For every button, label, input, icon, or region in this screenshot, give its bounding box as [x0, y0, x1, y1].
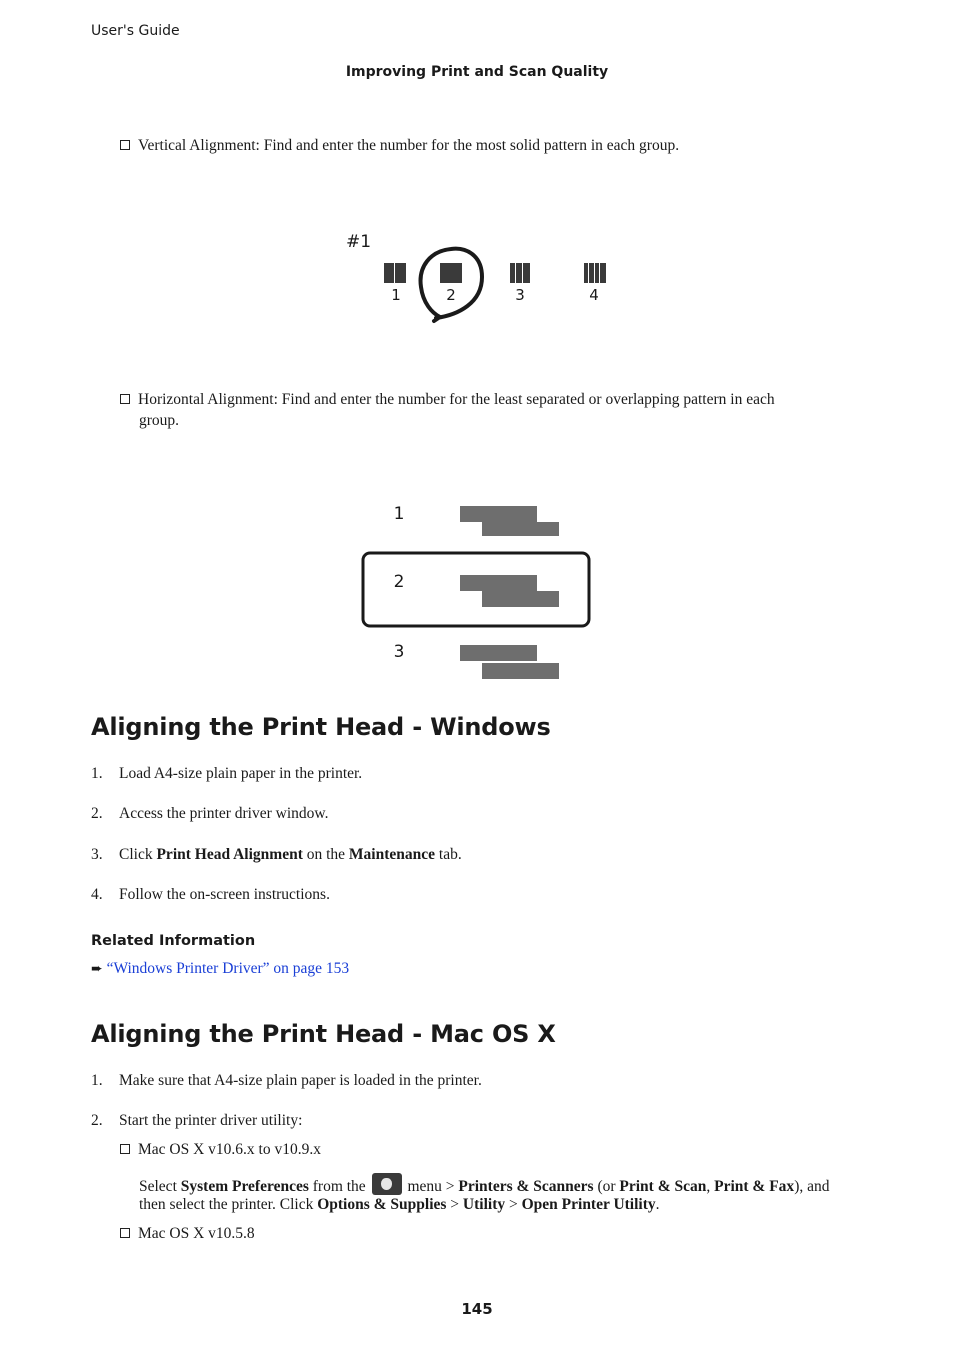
- pattern-label-2: 2: [446, 286, 456, 304]
- instr-text: >: [446, 1196, 463, 1213]
- horizontal-alignment-text-1: Horizontal Alignment: Find and enter the number for the least separated or overlapping pattern in each: [138, 391, 775, 408]
- horizontal-alignment-figure: [355, 495, 600, 685]
- mac-version-text: Mac OS X v10.6.x to v10.9.x: [138, 1141, 321, 1158]
- instr-text: (or: [593, 1178, 620, 1195]
- step-text: Follow the on-screen instructions.: [119, 886, 330, 903]
- pattern-3: [510, 263, 530, 283]
- step-text: Start the printer driver utility:: [119, 1112, 303, 1129]
- section-header: Improving Print and Scan Quality: [345, 64, 609, 80]
- step-number: 3.: [91, 846, 103, 863]
- instr-text: ), and: [794, 1178, 830, 1195]
- instr-text: menu >: [403, 1178, 459, 1195]
- pattern-1: [384, 263, 406, 283]
- options-supplies-label: Options & Supplies: [317, 1196, 447, 1213]
- mac-bullet-1: [120, 1139, 321, 1160]
- windows-printer-driver-link[interactable]: “Windows Printer Driver” on page 153: [106, 960, 350, 977]
- pattern-label-3: 3: [515, 286, 525, 304]
- row-label-2: 2: [393, 572, 405, 592]
- mac-instructions-line-2: [139, 1194, 869, 1215]
- step-text-pre: Click: [119, 846, 157, 863]
- step-text: Load A4-size plain paper in the printer.: [119, 765, 363, 782]
- step-text-post: tab.: [435, 846, 462, 863]
- related-link-row[interactable]: [91, 960, 349, 978]
- pattern-2: [440, 263, 462, 283]
- system-preferences-label: System Preferences: [180, 1178, 309, 1195]
- pattern-label-4: 4: [589, 286, 599, 304]
- running-header: User's Guide: [91, 23, 180, 39]
- instr-text: >: [505, 1196, 522, 1213]
- selection-circle: [421, 249, 482, 321]
- step-number: 2.: [91, 1112, 103, 1129]
- related-information-title: Related Information: [91, 933, 256, 949]
- vertical-alignment-bullet: [120, 135, 679, 156]
- pattern-4: [584, 263, 606, 283]
- checkbox-bullet-icon: [120, 1228, 130, 1238]
- mac-bullet-2: [120, 1223, 255, 1244]
- arrow-right-icon: ➨: [91, 961, 103, 977]
- page-number: 145: [461, 1300, 493, 1318]
- step-number: 1.: [91, 765, 103, 782]
- instr-text: then select the printer. Click: [139, 1196, 318, 1213]
- instr-text: .: [655, 1196, 660, 1213]
- print-fax-label: Print & Fax: [714, 1178, 795, 1195]
- step-text: Make sure that A4-size plain paper is loaded in the printer.: [119, 1072, 482, 1089]
- print-scan-label: Print & Scan: [619, 1178, 707, 1195]
- row-pattern-2: [460, 575, 559, 607]
- windows-step-1: [91, 763, 362, 784]
- windows-step-4: [91, 884, 330, 905]
- checkbox-bullet-icon: [120, 140, 130, 150]
- checkbox-bullet-icon: [120, 1144, 130, 1154]
- checkbox-bullet-icon: [120, 394, 130, 404]
- utility-label: Utility: [462, 1196, 506, 1213]
- instr-text: from the: [308, 1178, 370, 1195]
- row-label-3: 3: [393, 642, 405, 662]
- horizontal-alignment-bullet: [120, 389, 850, 410]
- pattern-label-1: 1: [391, 286, 401, 304]
- vertical-alignment-figure: [330, 225, 630, 335]
- step-text-mid: on the: [302, 846, 349, 863]
- mac-step-2: [91, 1110, 302, 1131]
- vertical-alignment-text: Vertical Alignment: Find and enter the number for the most solid pattern in each group.: [138, 137, 680, 154]
- print-head-alignment-label: Print Head Alignment: [156, 846, 303, 863]
- row-pattern-3: [460, 645, 559, 679]
- step-number: 4.: [91, 886, 103, 903]
- step-text: Access the printer driver window.: [119, 805, 329, 822]
- mac-version-text: Mac OS X v10.5.8: [138, 1225, 255, 1242]
- instr-text: Select: [139, 1178, 181, 1195]
- maintenance-tab-label: Maintenance: [348, 846, 436, 863]
- step-number: 2.: [91, 805, 103, 822]
- mac-step-1: [91, 1070, 482, 1091]
- windows-section-title: Aligning the Print Head - Windows: [91, 713, 551, 741]
- horizontal-alignment-text-2: group.: [139, 412, 180, 429]
- open-printer-utility-label: Open Printer Utility: [521, 1196, 656, 1213]
- windows-step-3: [91, 844, 462, 865]
- apple-menu-icon: [372, 1173, 402, 1195]
- row-label-1: 1: [393, 504, 405, 524]
- windows-step-2: [91, 803, 328, 824]
- printers-scanners-label: Printers & Scanners: [458, 1178, 594, 1195]
- mac-section-title: Aligning the Print Head - Mac OS X: [91, 1020, 556, 1048]
- row-pattern-1: [460, 506, 559, 536]
- instr-text: ,: [706, 1178, 715, 1195]
- step-number: 1.: [91, 1072, 103, 1089]
- group-label: #1: [346, 232, 372, 252]
